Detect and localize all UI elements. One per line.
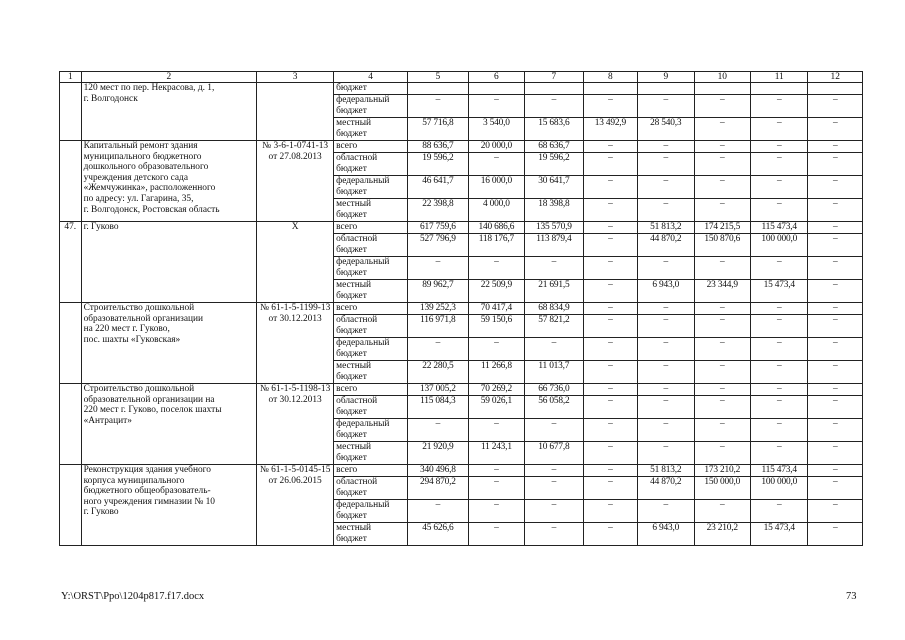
amount-cell: – — [583, 396, 637, 419]
row-number — [60, 465, 82, 546]
amount-cell: – — [638, 338, 694, 361]
amount-cell: 15 473,4 — [750, 280, 808, 303]
table-row — [60, 141, 863, 153]
funding-source: федеральный бюджет — [334, 500, 408, 523]
amount-cell: 340 496,8 — [408, 465, 469, 477]
amount-cell: – — [525, 419, 584, 442]
amount-cell: – — [694, 257, 750, 280]
amount-cell: – — [750, 396, 808, 419]
amount-cell: – — [583, 361, 637, 384]
amount-cell: 45 626,6 — [408, 523, 469, 546]
amount-cell: – — [808, 384, 863, 396]
amount-cell: – — [583, 222, 637, 234]
amount-cell: – — [408, 419, 469, 442]
amount-cell: 294 870,2 — [408, 477, 469, 500]
amount-cell: – — [750, 95, 808, 118]
amount-cell: – — [525, 257, 584, 280]
amount-cell: 140 686,6 — [468, 222, 524, 234]
amount-cell: – — [468, 257, 524, 280]
amount-cell: 139 252,3 — [408, 303, 469, 315]
amount-cell: – — [638, 95, 694, 118]
amount-cell: – — [638, 396, 694, 419]
amount-cell: 19 596,2 — [525, 153, 584, 176]
funding-source: местный бюджет — [334, 361, 408, 384]
amount-cell: 113 879,4 — [525, 234, 584, 257]
table-row — [60, 222, 863, 234]
amount-cell: – — [525, 500, 584, 523]
funding-source: местный бюджет — [334, 523, 408, 546]
amount-cell: – — [750, 500, 808, 523]
amount-cell: – — [808, 118, 863, 141]
amount-cell: – — [583, 338, 637, 361]
funding-source: местный бюджет — [334, 280, 408, 303]
amount-cell: – — [694, 153, 750, 176]
amount-cell: – — [808, 315, 863, 338]
col-header-3: 3 — [257, 72, 334, 83]
amount-cell: – — [583, 199, 637, 222]
amount-cell: 44 870,2 — [638, 477, 694, 500]
amount-cell: – — [808, 141, 863, 153]
amount-cell: 15 683,6 — [525, 118, 584, 141]
amount-cell: – — [583, 384, 637, 396]
document-number — [257, 83, 334, 141]
row-number: 47. — [60, 222, 82, 303]
amount-cell: – — [638, 153, 694, 176]
amount-cell: – — [750, 419, 808, 442]
amount-cell: 115 473,4 — [750, 222, 808, 234]
object-name: Капитальный ремонт здания муниципального бюджетного дошкольного образовательного учреждения детского сада «Жемчужинка», расположенного по адресу: ул. Гагарина, 35, г. Волгодонск, Ростовская область — [81, 141, 257, 222]
col-header-12: 12 — [808, 72, 863, 83]
amount-cell: 21 920,9 — [408, 442, 469, 465]
amount-cell: 16 000,0 — [468, 176, 524, 199]
amount-cell: – — [468, 523, 524, 546]
document-number: № 3-6-1-0741-13 от 27.08.2013 — [257, 141, 334, 222]
amount-cell: 4 000,0 — [468, 199, 524, 222]
amount-cell: 19 596,2 — [408, 153, 469, 176]
amount-cell: – — [468, 338, 524, 361]
amount-cell: 11 243,1 — [468, 442, 524, 465]
funding-source: федеральный бюджет — [334, 95, 408, 118]
funding-source: областной бюджет — [334, 153, 408, 176]
col-header-7: 7 — [525, 72, 584, 83]
amount-cell: – — [583, 257, 637, 280]
object-name: Реконструкция здания учебного корпуса муниципального бюджетного общеобразователь- ного учреждения гимназии № 10 г. Гуково — [81, 465, 257, 546]
amount-cell: – — [638, 500, 694, 523]
amount-cell: – — [808, 176, 863, 199]
amount-cell: – — [808, 153, 863, 176]
amount-cell: – — [583, 141, 637, 153]
object-name: 120 мест по пер. Некрасова, д. 1, г. Волгодонск — [81, 83, 257, 141]
amount-cell: 21 691,5 — [525, 280, 584, 303]
amount-cell: 6 943,0 — [638, 523, 694, 546]
amount-cell: – — [638, 361, 694, 384]
col-header-9: 9 — [638, 72, 694, 83]
amount-cell: – — [808, 257, 863, 280]
amount-cell: – — [468, 465, 524, 477]
amount-cell: 44 870,2 — [638, 234, 694, 257]
amount-cell: – — [583, 500, 637, 523]
amount-cell: – — [694, 396, 750, 419]
amount-cell — [468, 83, 524, 95]
amount-cell: 13 492,9 — [583, 118, 637, 141]
amount-cell: 118 176,7 — [468, 234, 524, 257]
table-row — [60, 83, 863, 95]
amount-cell: – — [638, 384, 694, 396]
amount-cell: – — [408, 500, 469, 523]
table-body — [60, 72, 863, 546]
funding-source: федеральный бюджет — [334, 257, 408, 280]
amount-cell: 11 266,8 — [468, 361, 524, 384]
funding-source: местный бюджет — [334, 199, 408, 222]
amount-cell: – — [750, 199, 808, 222]
amount-cell: 51 813,2 — [638, 222, 694, 234]
amount-cell: – — [808, 477, 863, 500]
col-header-5: 5 — [408, 72, 469, 83]
amount-cell: – — [638, 442, 694, 465]
amount-cell — [408, 83, 469, 95]
amount-cell — [525, 83, 584, 95]
col-header-1: 1 — [60, 72, 82, 83]
funding-source: всего — [334, 465, 408, 477]
amount-cell: – — [750, 338, 808, 361]
amount-cell: – — [583, 315, 637, 338]
amount-cell: 46 641,7 — [408, 176, 469, 199]
amount-cell: – — [750, 303, 808, 315]
amount-cell: – — [583, 280, 637, 303]
amount-cell: – — [468, 419, 524, 442]
amount-cell: 10 677,8 — [525, 442, 584, 465]
amount-cell: – — [525, 523, 584, 546]
col-header-10: 10 — [694, 72, 750, 83]
amount-cell: – — [638, 176, 694, 199]
amount-cell: – — [808, 500, 863, 523]
amount-cell: – — [808, 523, 863, 546]
amount-cell: – — [525, 95, 584, 118]
amount-cell: – — [750, 176, 808, 199]
amount-cell: 116 971,8 — [408, 315, 469, 338]
amount-cell: – — [694, 442, 750, 465]
amount-cell: – — [750, 361, 808, 384]
amount-cell: 70 269,2 — [468, 384, 524, 396]
amount-cell: – — [468, 500, 524, 523]
amount-cell: – — [808, 442, 863, 465]
amount-cell: – — [694, 338, 750, 361]
amount-cell: 68 636,7 — [525, 141, 584, 153]
amount-cell: – — [694, 361, 750, 384]
page-number: 73 — [846, 591, 857, 602]
amount-cell: – — [808, 222, 863, 234]
table-row — [60, 384, 863, 396]
row-number — [60, 384, 82, 465]
amount-cell: 88 636,7 — [408, 141, 469, 153]
amount-cell: – — [808, 465, 863, 477]
amount-cell: – — [638, 141, 694, 153]
amount-cell: – — [694, 500, 750, 523]
object-name: г. Гуково — [81, 222, 257, 303]
amount-cell: – — [583, 176, 637, 199]
amount-cell: – — [638, 257, 694, 280]
amount-cell: – — [525, 477, 584, 500]
funding-source: всего — [334, 384, 408, 396]
row-number — [60, 303, 82, 384]
amount-cell: – — [638, 315, 694, 338]
amount-cell: – — [583, 523, 637, 546]
amount-cell: – — [583, 153, 637, 176]
funding-source: всего — [334, 303, 408, 315]
budget-table — [59, 71, 863, 546]
amount-cell — [750, 83, 808, 95]
amount-cell: – — [808, 95, 863, 118]
amount-cell: 173 210,2 — [694, 465, 750, 477]
file-path: Y:\ORST\Ppo\1204p817.f17.docx — [61, 591, 205, 602]
amount-cell: 115 084,3 — [408, 396, 469, 419]
amount-cell: – — [750, 141, 808, 153]
funding-source: федеральный бюджет — [334, 419, 408, 442]
amount-cell: 30 641,7 — [525, 176, 584, 199]
amount-cell: 11 013,7 — [525, 361, 584, 384]
amount-cell: – — [694, 118, 750, 141]
amount-cell: – — [638, 419, 694, 442]
funding-source: областной бюджет — [334, 477, 408, 500]
funding-source: областной бюджет — [334, 396, 408, 419]
amount-cell: – — [525, 465, 584, 477]
funding-source: федеральный бюджет — [334, 338, 408, 361]
amount-cell: 20 000,0 — [468, 141, 524, 153]
amount-cell: – — [583, 303, 637, 315]
row-number — [60, 83, 82, 141]
table-row — [60, 303, 863, 315]
amount-cell: 22 509,9 — [468, 280, 524, 303]
amount-cell: 527 796,9 — [408, 234, 469, 257]
table-row — [60, 465, 863, 477]
amount-cell: – — [694, 419, 750, 442]
document-number: № 61-1-5-0145-15 от 26.06.2015 — [257, 465, 334, 546]
amount-cell: – — [808, 234, 863, 257]
amount-cell: 56 058,2 — [525, 396, 584, 419]
funding-source: всего — [334, 141, 408, 153]
amount-cell: 15 473,4 — [750, 523, 808, 546]
amount-cell — [638, 83, 694, 95]
funding-source: федеральный бюджет — [334, 176, 408, 199]
amount-cell: – — [808, 303, 863, 315]
amount-cell: – — [468, 95, 524, 118]
amount-cell: – — [583, 465, 637, 477]
amount-cell: 23 344,9 — [694, 280, 750, 303]
amount-cell: – — [583, 442, 637, 465]
document-number: № 61-1-5-1198-13 от 30.12.2013 — [257, 384, 334, 465]
amount-cell: – — [638, 303, 694, 315]
amount-cell: 70 417,4 — [468, 303, 524, 315]
amount-cell: – — [694, 176, 750, 199]
amount-cell: – — [694, 141, 750, 153]
amount-cell: 59 150,6 — [468, 315, 524, 338]
amount-cell: 617 759,6 — [408, 222, 469, 234]
amount-cell: – — [468, 153, 524, 176]
row-number — [60, 141, 82, 222]
amount-cell — [808, 83, 863, 95]
col-header-2: 2 — [81, 72, 257, 83]
funding-source: местный бюджет — [334, 442, 408, 465]
amount-cell: – — [694, 384, 750, 396]
amount-cell: 18 398,8 — [525, 199, 584, 222]
amount-cell — [583, 83, 637, 95]
amount-cell: 57 821,2 — [525, 315, 584, 338]
amount-cell: – — [583, 234, 637, 257]
amount-cell: – — [750, 118, 808, 141]
document-number: № 61-1-5-1199-13 от 30.12.2013 — [257, 303, 334, 384]
amount-cell: 135 570,9 — [525, 222, 584, 234]
amount-cell: – — [808, 361, 863, 384]
funding-source: бюджет — [334, 83, 408, 95]
amount-cell: – — [808, 419, 863, 442]
amount-cell: 150 000,0 — [694, 477, 750, 500]
amount-cell: – — [583, 419, 637, 442]
funding-source: местный бюджет — [334, 118, 408, 141]
amount-cell: 6 943,0 — [638, 280, 694, 303]
object-name: Строительство дошкольной образовательной организации на 220 мест г. Гуково, поселок шахты «Антрацит» — [81, 384, 257, 465]
amount-cell: – — [408, 95, 469, 118]
amount-cell: 57 716,8 — [408, 118, 469, 141]
amount-cell: – — [808, 396, 863, 419]
amount-cell: – — [808, 280, 863, 303]
amount-cell: – — [750, 442, 808, 465]
amount-cell: 100 000,0 — [750, 477, 808, 500]
col-header-6: 6 — [468, 72, 524, 83]
col-header-4: 4 — [334, 72, 408, 83]
amount-cell: – — [750, 384, 808, 396]
amount-cell: – — [638, 199, 694, 222]
funding-source: всего — [334, 222, 408, 234]
amount-cell: – — [583, 95, 637, 118]
amount-cell: – — [750, 315, 808, 338]
amount-cell — [694, 83, 750, 95]
amount-cell: 22 280,5 — [408, 361, 469, 384]
amount-cell: 66 736,0 — [525, 384, 584, 396]
object-name: Строительство дошкольной образовательной организации на 220 мест г. Гуково, пос. шахты «Гуковская» — [81, 303, 257, 384]
funding-source: областной бюджет — [334, 315, 408, 338]
amount-cell: – — [468, 477, 524, 500]
amount-cell: – — [408, 338, 469, 361]
col-header-11: 11 — [750, 72, 808, 83]
amount-cell: 89 962,7 — [408, 280, 469, 303]
amount-cell: 68 834,9 — [525, 303, 584, 315]
amount-cell: 22 398,8 — [408, 199, 469, 222]
amount-cell: – — [694, 199, 750, 222]
amount-cell: 51 813,2 — [638, 465, 694, 477]
amount-cell: – — [583, 477, 637, 500]
amount-cell: – — [750, 153, 808, 176]
col-header-8: 8 — [583, 72, 637, 83]
document-number: Х — [257, 222, 334, 303]
funding-source: областной бюджет — [334, 234, 408, 257]
amount-cell: – — [750, 257, 808, 280]
amount-cell: 59 026,1 — [468, 396, 524, 419]
amount-cell: 28 540,3 — [638, 118, 694, 141]
amount-cell: 100 000,0 — [750, 234, 808, 257]
amount-cell: – — [694, 303, 750, 315]
amount-cell: – — [408, 257, 469, 280]
amount-cell: 23 210,2 — [694, 523, 750, 546]
amount-cell: 3 540,0 — [468, 118, 524, 141]
column-number-row — [60, 72, 863, 83]
amount-cell: 174 215,5 — [694, 222, 750, 234]
amount-cell: – — [694, 315, 750, 338]
amount-cell: – — [808, 338, 863, 361]
amount-cell: 137 005,2 — [408, 384, 469, 396]
amount-cell: 150 870,6 — [694, 234, 750, 257]
amount-cell: – — [694, 95, 750, 118]
amount-cell: – — [525, 338, 584, 361]
amount-cell: 115 473,4 — [750, 465, 808, 477]
amount-cell: – — [808, 199, 863, 222]
